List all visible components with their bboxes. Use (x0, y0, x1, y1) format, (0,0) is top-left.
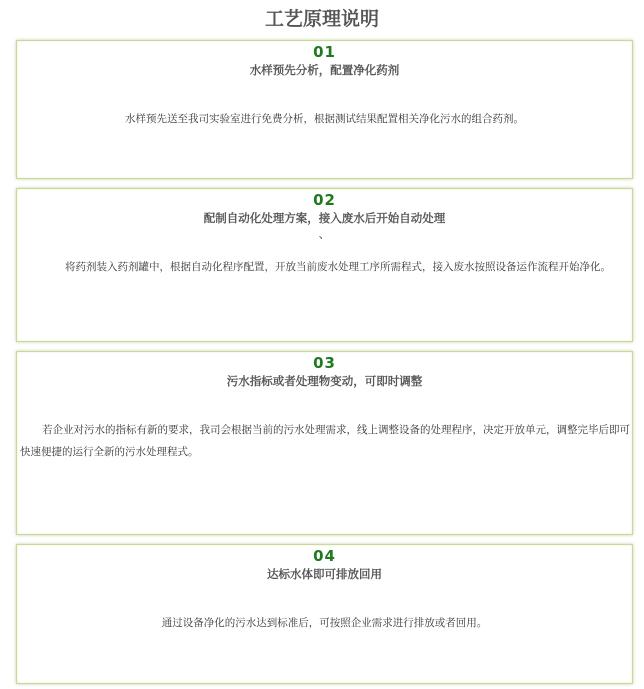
step-card-02 (16, 188, 633, 342)
step-description: 若企业对污水的指标有新的要求，我司会根据当前的污水处理需求，线上调整设备的处理程序，决定开放单元，调整完毕后即可快速便捷的运行全新的污水处理程式。 (20, 424, 630, 458)
step-number: 01 (313, 43, 336, 61)
step-number: 03 (313, 354, 336, 372)
step-stray-mark: 、 (318, 227, 331, 241)
step-heading: 水样预先分析，配置净化药剂 (249, 63, 400, 77)
step-heading: 达标水体即可排放回用 (267, 567, 382, 581)
step-card-03 (16, 351, 633, 535)
step-description: 通过设备净化的污水达到标准后，可按照企业需求进行排放或者回用。 (161, 617, 488, 629)
step-card-01 (16, 40, 633, 179)
step-description: 水样预先送至我司实验室进行免费分析，根据测试结果配置相关净化污水的组合药剂。 (125, 113, 524, 125)
step-number: 04 (313, 547, 336, 565)
step-heading: 配制自动化处理方案，接入废水后开始自动处理 (203, 211, 446, 225)
step-number: 02 (313, 191, 336, 209)
step-heading: 污水指标或者处理物变动，可即时调整 (226, 374, 423, 388)
step-card-04 (16, 544, 633, 684)
page-title: 工艺原理说明 (264, 8, 379, 30)
step-description: 将药剂装入药剂罐中，根据自动化程序配置，开放当前废水处理工序所需程式，接入废水按照设备运作流程开始净化。 (65, 261, 611, 273)
